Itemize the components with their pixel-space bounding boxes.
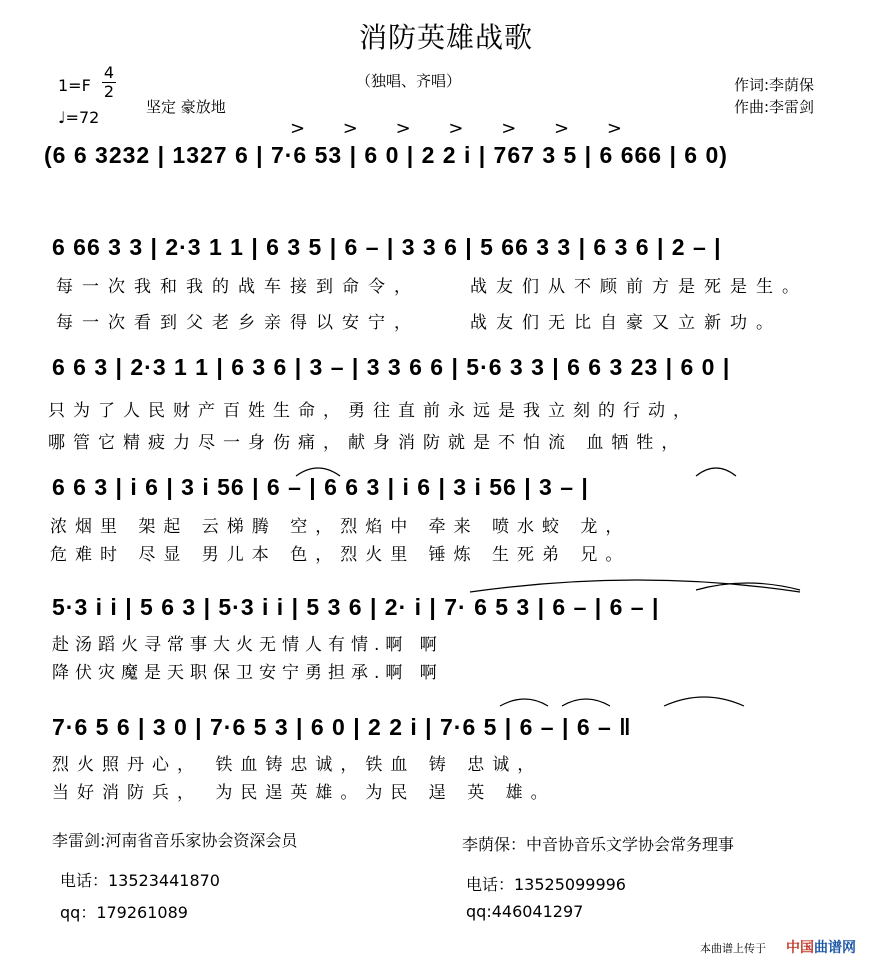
expression-marking: 坚定 豪放地 <box>146 98 226 116</box>
lyric-row-3-verse-1: 只为了人民财产百姓生命，勇往直前永远是我立刻的行动， <box>48 401 698 421</box>
composer-qq: qq：179261089 <box>60 903 188 922</box>
lyric-row-3-verse-2: 哪管它精疲力尽一身伤痛，献身消防就是不怕流 血牺牲， <box>48 433 687 453</box>
composer-credit: 作曲:李雷剑 <box>734 98 815 116</box>
site-logo-suffix: 曲谱网 <box>814 940 856 956</box>
tempo-marking: ♩=72 <box>58 108 100 127</box>
lyric-row-2-verse-1a: 每一次我和我的战车接到命令， <box>56 277 420 297</box>
lyricist-phone: 电话：13525099996 <box>466 875 626 894</box>
site-logo-prefix: 中国 <box>786 940 814 956</box>
lyric-row-5-verse-2: 降伏灾魔是天职保卫安宁勇担承.啊 啊 <box>52 663 443 683</box>
lyric-row-2-verse-1b: 战友们从不顾前方是死是生。 <box>470 277 808 297</box>
composer-bio: 李雷剑:河南省音乐家协会资深会员 <box>52 831 298 850</box>
lyric-row-4-verse-2: 危难时 尽显 男儿本 色，烈火里 锤炼 生死弟 兄。 <box>50 545 631 565</box>
notation-row-3: 6 6 3 | 2·3 1 1 | 6 3 6 | 3 – | 3 3 6 6 | 5·6 3 3 | 6 6 3 23 | 6 0 | <box>52 354 731 380</box>
notation-row-6: 7·6 5 6 | 3 0 | 7·6 5 3 | 6 0 | 2 2 i | 7·6 5 | 6 – | 6 – ‖ <box>52 714 632 740</box>
notation-row-5: 5·3 i i | 5 6 3 | 5·3 i i | 5 3 6 | 2· i | 7· 6 5 3 | 6 – | 6 – | <box>52 594 660 620</box>
time-signature-bottom: 2 <box>103 82 115 101</box>
notation-row-1: (6 6 3232 | 1327 6 | 7·6 53 | 6 0 | 2 2 i | 767 3 5 | 6 666 | 6 0) <box>44 142 728 168</box>
lyric-row-4-verse-1: 浓烟里 架起 云梯腾 空，烈焰中 牵来 喷水蛟 龙， <box>50 517 631 537</box>
key-signature: 1=F <box>58 76 91 95</box>
lyric-row-2-verse-2b: 战友们无比自豪又立新功。 <box>470 313 782 333</box>
lyric-row-5-verse-1: 赴汤蹈火寻常事大火无情人有情.啊 啊 <box>52 635 443 655</box>
lyric-row-6-verse-1: 烈火照丹心， 铁血铸忠诚，铁血 铸 忠诚， <box>52 755 543 775</box>
site-logo <box>786 937 856 957</box>
time-signature-top: 4 <box>103 63 115 82</box>
accent-marks-row-1: > > > > > > > <box>290 118 638 139</box>
song-title: 消防英雄战歌 <box>358 21 533 54</box>
composer-phone: 电话：13523441870 <box>60 871 220 890</box>
lyricist-bio: 李荫保：中音协音乐文学协会常务理事 <box>462 835 735 854</box>
notation-row-2: 6 66 3 3 | 2·3 1 1 | 6 3 5 | 6 – | 3 3 6 | 5 66 3 3 | 6 3 6 | 2 – | <box>52 234 722 260</box>
lyricist-qq: qq:446041297 <box>466 902 584 921</box>
song-subtitle: （独唱、齐唱） <box>356 72 462 90</box>
upload-note: 本曲谱上传于 <box>700 942 766 955</box>
lyric-row-2-verse-2a: 每一次看到父老乡亲得以安宁， <box>56 313 420 333</box>
lyricist-credit: 作词:李荫保 <box>734 76 815 94</box>
notation-row-4: 6 6 3 | i 6 | 3 i 56 | 6 – | 6 6 3 | i 6 | 3 i 56 | 3 – | <box>52 474 589 500</box>
lyric-row-6-verse-2: 当好消防兵， 为民逞英雄。为民 逞 英 雄。 <box>52 783 556 803</box>
